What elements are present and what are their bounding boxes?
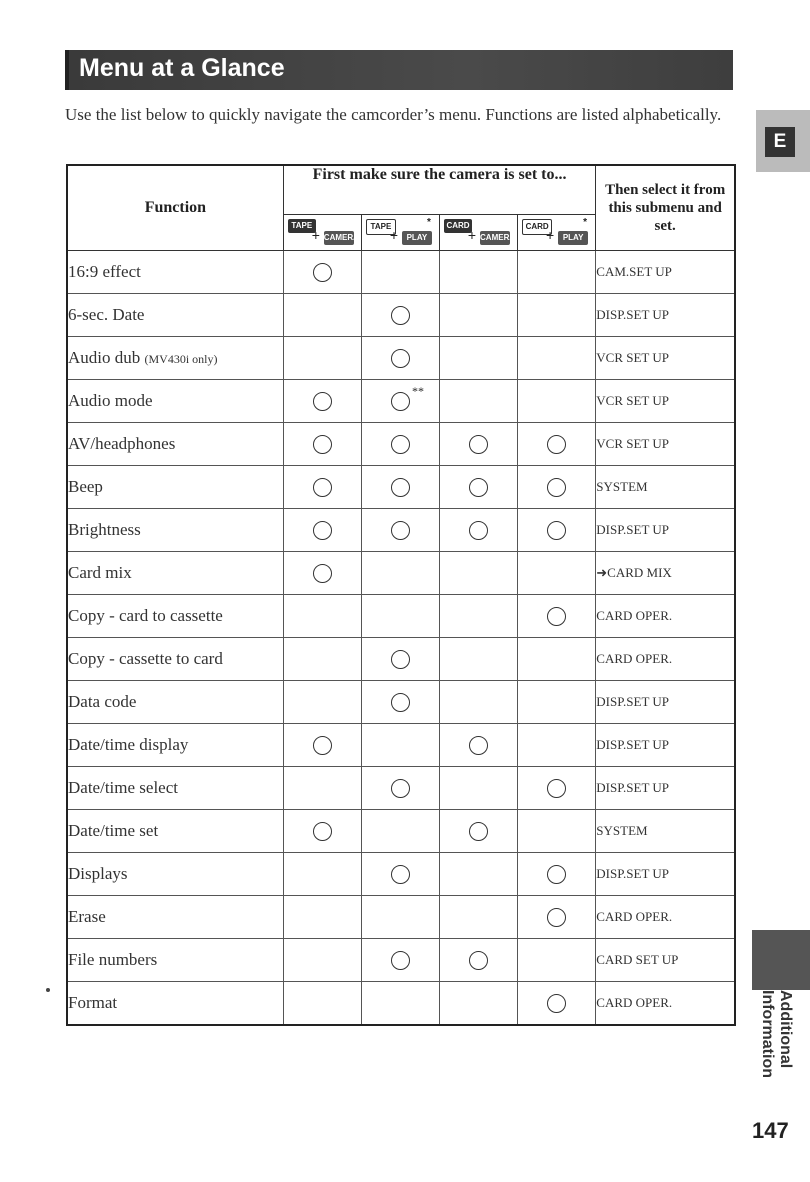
circle-mark-icon <box>391 435 410 454</box>
submenu-cell: VCR SET UP <box>596 423 735 466</box>
table-row <box>67 509 735 552</box>
function-note: (MV430i only) <box>144 352 218 366</box>
submenu-cell: DISP.SET UP <box>596 681 735 724</box>
mode-top-icon: TAPE <box>288 219 316 233</box>
asterisk-note: * <box>583 216 588 228</box>
mode-mark-cell <box>361 423 439 466</box>
circle-mark-icon <box>391 521 410 540</box>
mode-mark-cell <box>283 681 361 724</box>
mode-mark-cell <box>440 294 518 337</box>
submenu-cell: SYSTEM <box>596 810 735 853</box>
plus-icon: + <box>467 226 477 243</box>
submenu-cell: DISP.SET UP <box>596 509 735 552</box>
mode-mark-cell <box>283 337 361 380</box>
table-row <box>67 552 735 595</box>
mode-mark-cell <box>518 294 596 337</box>
mode-mark-cell <box>283 380 361 423</box>
mode-mark-cell <box>361 251 439 294</box>
function-name: Brightness <box>68 520 141 539</box>
side-section-label: Additional Information <box>759 990 794 1078</box>
mode-mark-cell <box>361 810 439 853</box>
function-cell <box>67 982 283 1026</box>
table-row <box>67 939 735 982</box>
circle-mark-icon <box>469 736 488 755</box>
circle-mark-icon <box>469 478 488 497</box>
mode-top-icon: CARD <box>444 219 472 233</box>
side-section-block <box>752 930 810 990</box>
table-row <box>67 251 735 294</box>
mode-mark-cell <box>440 982 518 1026</box>
table-row <box>67 466 735 509</box>
mark-note: ** <box>411 384 424 398</box>
submenu-cell: CARD OPER. <box>596 595 735 638</box>
table-row <box>67 767 735 810</box>
mode-mark-cell <box>440 681 518 724</box>
mode-bottom-icon: PLAY <box>558 231 588 245</box>
mode-bottom-icon: CAMERA <box>480 231 510 245</box>
mode-mark-cell <box>283 724 361 767</box>
submenu-cell: SYSTEM <box>596 466 735 509</box>
function-name: File numbers <box>68 950 158 969</box>
mode-mark-cell <box>361 982 439 1026</box>
mode-mark-cell <box>518 939 596 982</box>
mode-bottom-icon: PLAY <box>402 231 432 245</box>
side-section-label-box <box>752 990 810 1110</box>
mode-mark-cell <box>440 509 518 552</box>
submenu-cell: DISP.SET UP <box>596 767 735 810</box>
stray-dot <box>46 988 50 992</box>
mode-mark-cell <box>283 294 361 337</box>
mode-mark-cell <box>518 810 596 853</box>
circle-mark-icon <box>469 435 488 454</box>
circle-mark-icon <box>547 435 566 454</box>
circle-mark-icon <box>391 693 410 712</box>
circle-mark-icon <box>469 521 488 540</box>
mode-mark-cell <box>283 767 361 810</box>
mode-mark-cell <box>440 767 518 810</box>
circle-mark-icon <box>469 822 488 841</box>
function-name: Card mix <box>68 563 132 582</box>
mode-mark-cell <box>518 896 596 939</box>
plus-icon: + <box>311 226 320 243</box>
function-name: Format <box>68 993 118 1012</box>
page-title: Menu at a Glance <box>79 54 285 82</box>
mode-mark-cell <box>440 896 518 939</box>
table-row <box>67 638 735 681</box>
function-cell <box>67 595 283 638</box>
mode-mark-cell <box>283 982 361 1026</box>
function-name: Data code <box>68 692 137 711</box>
function-cell <box>67 552 283 595</box>
menu-table <box>66 164 736 1026</box>
mode-mark-cell <box>361 767 439 810</box>
mode-icon-cell <box>440 214 518 250</box>
table-row <box>67 380 735 423</box>
mode-mark-cell <box>361 552 439 595</box>
function-cell <box>67 810 283 853</box>
table-row <box>67 423 735 466</box>
mode-mark-cell <box>283 853 361 896</box>
submenu-cell: VCR SET UP <box>596 380 735 423</box>
circle-mark-icon <box>391 478 410 497</box>
mode-mark-cell <box>361 724 439 767</box>
mode-mark-cell <box>440 853 518 896</box>
mode-mark-cell <box>283 638 361 681</box>
function-cell <box>67 509 283 552</box>
circle-mark-icon <box>313 736 332 755</box>
table-row <box>67 595 735 638</box>
mode-mark-cell <box>361 681 439 724</box>
mode-bottom-icon: CAMERA <box>324 231 354 245</box>
intro-text: Use the list below to quickly navigate the camcorder’s menu. Functions are listed alphabetically. <box>65 105 722 124</box>
mode-mark-cell <box>518 767 596 810</box>
mode-mark-cell <box>518 337 596 380</box>
submenu-cell: ➜CARD MIX <box>596 552 735 595</box>
mode-mark-cell <box>361 509 439 552</box>
submenu-cell: DISP.SET UP <box>596 724 735 767</box>
function-cell <box>67 939 283 982</box>
mode-mark-cell <box>283 509 361 552</box>
mode-mark-cell <box>440 939 518 982</box>
function-cell <box>67 294 283 337</box>
table-row <box>67 337 735 380</box>
mode-mark-cell <box>283 423 361 466</box>
mode-icon-cell <box>361 214 439 250</box>
plus-icon: + <box>546 226 555 243</box>
circle-mark-icon <box>313 392 332 411</box>
function-cell <box>67 638 283 681</box>
mode-icon-cell <box>518 214 596 250</box>
mode-mark-cell <box>361 294 439 337</box>
function-name: AV/headphones <box>68 434 176 453</box>
circle-mark-icon <box>547 865 566 884</box>
function-name: Date/time select <box>68 778 178 797</box>
mode-mark-cell <box>361 896 439 939</box>
circle-mark-icon <box>391 865 410 884</box>
circle-mark-icon <box>391 650 410 669</box>
mode-mark-cell <box>518 380 596 423</box>
mode-mark-cell <box>361 466 439 509</box>
mode-mark-cell <box>518 982 596 1026</box>
mode-mark-cell <box>518 509 596 552</box>
side-tab-e: E <box>765 127 795 157</box>
table-row <box>67 982 735 1026</box>
circle-mark-icon <box>391 779 410 798</box>
table-row <box>67 724 735 767</box>
submenu-cell: VCR SET UP <box>596 337 735 380</box>
circle-mark-icon <box>547 478 566 497</box>
function-name: Audio mode <box>68 391 153 410</box>
circle-mark-icon <box>547 521 566 540</box>
mode-mark-cell <box>518 466 596 509</box>
mode-mark-cell <box>440 380 518 423</box>
mode-mark-cell <box>283 896 361 939</box>
header-submenu: Then select it from this submenu and set. <box>596 165 735 251</box>
mode-mark-cell <box>518 638 596 681</box>
submenu-cell: CARD OPER. <box>596 638 735 681</box>
mode-mark-cell <box>440 552 518 595</box>
submenu-cell: CAM.SET UP <box>596 251 735 294</box>
mode-mark-cell <box>518 724 596 767</box>
title-bar <box>65 50 733 90</box>
mode-mark-cell <box>283 810 361 853</box>
mode-mark-cell <box>440 251 518 294</box>
mode-mark-cell <box>440 423 518 466</box>
table-row <box>67 896 735 939</box>
function-cell <box>67 724 283 767</box>
function-name: Copy - card to cassette <box>68 606 223 625</box>
mode-mark-cell <box>283 251 361 294</box>
submenu-cell: DISP.SET UP <box>596 294 735 337</box>
plus-icon: + <box>389 226 398 243</box>
mode-mark-cell <box>283 552 361 595</box>
mode-mark-cell <box>440 810 518 853</box>
mode-mark-cell <box>518 681 596 724</box>
function-name: Audio dub <box>68 348 141 367</box>
mode-mark-cell <box>361 638 439 681</box>
function-name: Copy - cassette to card <box>68 649 223 668</box>
circle-mark-icon <box>547 779 566 798</box>
circle-mark-icon <box>313 263 332 282</box>
function-cell <box>67 337 283 380</box>
mode-mark-cell <box>518 595 596 638</box>
mode-top-icon: CARD <box>522 219 552 235</box>
circle-mark-icon <box>313 822 332 841</box>
mode-mark-cell <box>518 552 596 595</box>
header-function: Function <box>67 165 283 251</box>
submenu-cell: CARD SET UP <box>596 939 735 982</box>
function-name: Erase <box>68 907 106 926</box>
function-name: Beep <box>68 477 103 496</box>
circle-mark-icon <box>547 908 566 927</box>
page-number: 147 <box>752 1118 789 1143</box>
mode-mark-cell <box>283 466 361 509</box>
function-name: 16:9 effect <box>68 262 141 281</box>
mode-mark-cell <box>440 466 518 509</box>
mode-top-icon: TAPE <box>366 219 396 235</box>
table-row <box>67 853 735 896</box>
mode-mark-cell <box>361 337 439 380</box>
mode-mark-cell <box>440 337 518 380</box>
function-cell <box>67 767 283 810</box>
table-row <box>67 294 735 337</box>
function-cell <box>67 853 283 896</box>
function-name: Displays <box>68 864 128 883</box>
mode-mark-cell <box>361 853 439 896</box>
asterisk-note: * <box>426 216 431 228</box>
submenu-cell: CARD OPER. <box>596 982 735 1026</box>
mode-mark-cell <box>440 638 518 681</box>
function-name: Date/time set <box>68 821 159 840</box>
mode-mark-cell <box>361 595 439 638</box>
circle-mark-icon <box>391 306 410 325</box>
circle-mark-icon <box>547 994 566 1013</box>
function-cell <box>67 466 283 509</box>
mode-icon-cell <box>283 214 361 250</box>
mode-mark-cell <box>361 939 439 982</box>
function-cell <box>67 251 283 294</box>
mode-mark-cell <box>518 251 596 294</box>
function-cell <box>67 423 283 466</box>
mode-mark-cell <box>518 423 596 466</box>
function-cell <box>67 380 283 423</box>
mode-mark-cell <box>518 853 596 896</box>
circle-mark-icon <box>391 951 410 970</box>
submenu-cell: CARD OPER. <box>596 896 735 939</box>
mode-mark-cell <box>283 595 361 638</box>
table-row <box>67 681 735 724</box>
circle-mark-icon <box>469 951 488 970</box>
circle-mark-icon <box>313 521 332 540</box>
mode-mark-cell <box>440 595 518 638</box>
circle-mark-icon <box>313 435 332 454</box>
mode-mark-cell <box>440 724 518 767</box>
mode-mark-cell <box>361 380 439 423</box>
function-name: 6-sec. Date <box>68 305 145 324</box>
mode-mark-cell <box>283 939 361 982</box>
submenu-cell: DISP.SET UP <box>596 853 735 896</box>
circle-mark-icon <box>391 392 410 411</box>
function-name: Date/time display <box>68 735 189 754</box>
header-mode: First make sure the camera is set to... <box>283 165 595 214</box>
circle-mark-icon <box>313 564 332 583</box>
table-row <box>67 810 735 853</box>
function-cell <box>67 896 283 939</box>
circle-mark-icon <box>547 607 566 626</box>
circle-mark-icon <box>313 478 332 497</box>
function-cell <box>67 681 283 724</box>
circle-mark-icon <box>391 349 410 368</box>
